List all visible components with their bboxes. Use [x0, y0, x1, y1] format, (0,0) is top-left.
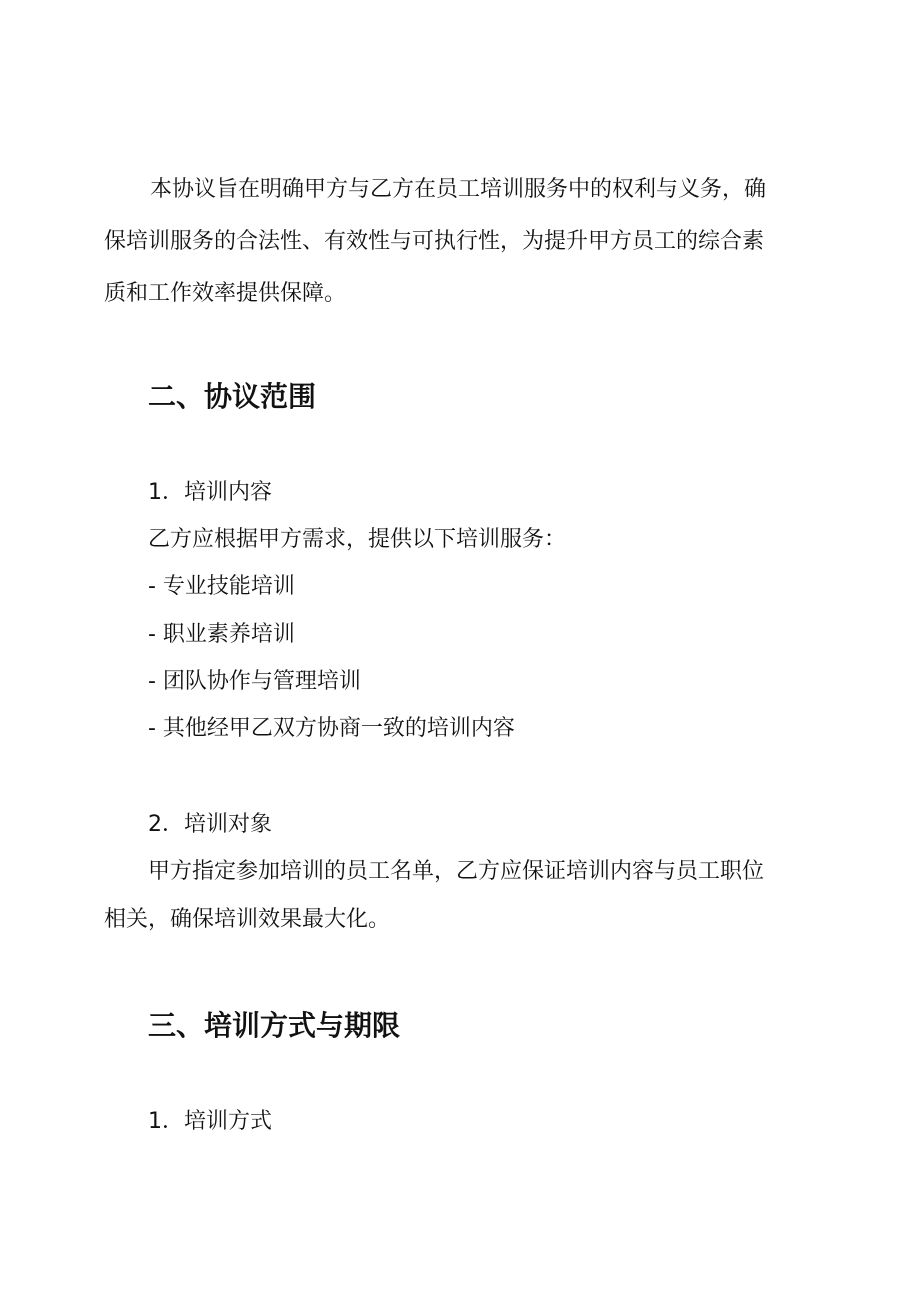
intro-line-3: 质和工作效率提供保障。 — [104, 281, 347, 306]
section-3-heading: 三、培训方式与期限 — [148, 1009, 401, 1042]
intro-line-2: 保培训服务的合法性、有效性与可执行性，为提升甲方员工的综合素 — [104, 229, 765, 254]
bullet-item: - 专业技能培训 — [148, 574, 295, 599]
bullet-item: - 职业素养培训 — [148, 622, 295, 647]
section-3-item-1-title: 1．培训方式 — [148, 1109, 272, 1134]
intro-line-1: 本协议旨在明确甲方与乙方在员工培训服务中的权利与义务，确 — [150, 177, 767, 202]
section-2-item-1-lead: 乙方应根据甲方需求，提供以下培训服务： — [148, 527, 567, 552]
section-2-item-2-line-2: 相关，确保培训效果最大化。 — [104, 907, 391, 932]
section-2-item-2-title: 2．培训对象 — [148, 812, 272, 837]
bullet-item: - 其他经甲乙双方协商一致的培训内容 — [148, 716, 515, 741]
section-2-item-1-title: 1．培训内容 — [148, 480, 272, 505]
bullet-item: - 团队协作与管理培训 — [148, 669, 361, 694]
section-2-item-2-line-1: 甲方指定参加培训的员工名单，乙方应保证培训内容与员工职位 — [148, 859, 765, 884]
section-2-heading: 二、协议范围 — [148, 380, 317, 413]
